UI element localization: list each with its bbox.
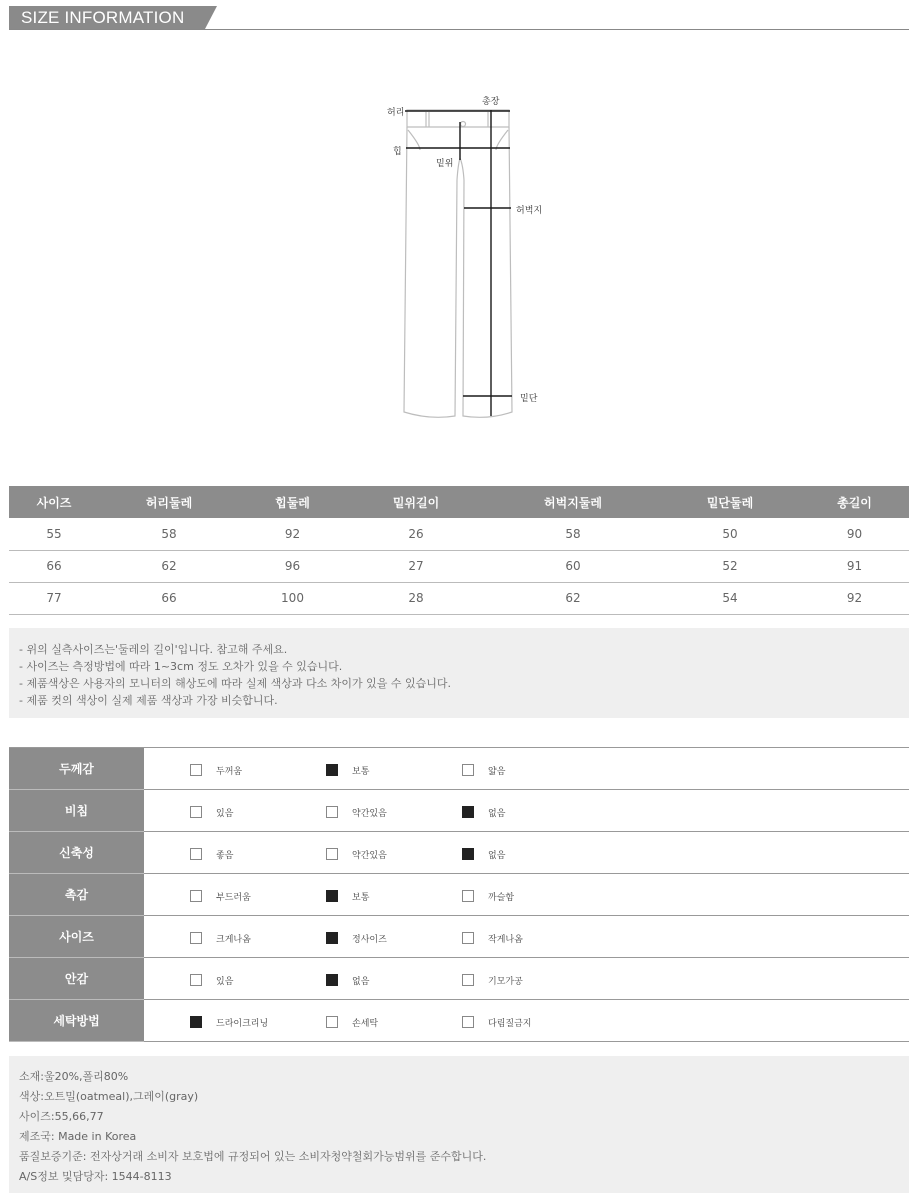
product-info (9, 1056, 909, 1193)
option-label: 두꺼움 (216, 766, 243, 777)
option-label: 작게나옴 (488, 934, 523, 945)
checked-box-icon (326, 764, 338, 776)
attribute-row (9, 790, 909, 832)
section-title: SIZE INFORMATION (21, 8, 185, 27)
option-label: 약간있음 (352, 850, 387, 861)
attribute-options (144, 874, 909, 916)
option-label: 정사이즈 (352, 934, 387, 945)
attribute-option (190, 847, 233, 861)
table-cell: 60 (486, 550, 660, 582)
option-label: 보통 (352, 892, 370, 903)
option-label: 부드러움 (216, 892, 251, 903)
attribute-label: 두께감 (9, 748, 144, 790)
attribute-label: 안감 (9, 958, 144, 1000)
note-line: - 제품색상은 사용자의 모니터의 해상도에 따라 실제 색상과 다소 차이가 있을 수 있습니다. (19, 677, 451, 690)
attribute-option (326, 763, 369, 777)
option-label: 까슬함 (488, 892, 515, 903)
option-label: 있음 (216, 976, 234, 987)
table-cell: 58 (99, 518, 239, 550)
attribute-option (190, 931, 251, 945)
attribute-label: 신축성 (9, 832, 144, 874)
info-material: 소재:울20%,폴리80% (19, 1070, 129, 1083)
col-header: 허리둘레 (99, 486, 239, 518)
attribute-label: 사이즈 (9, 916, 144, 958)
info-as-contact: A/S정보 및담당자: 1544-8113 (19, 1170, 172, 1183)
attribute-row (9, 748, 909, 790)
info-color: 색상:오트밀(oatmeal),그레이(gray) (19, 1090, 199, 1103)
info-sizes: 사이즈:55,66,77 (19, 1110, 104, 1123)
table-cell: 55 (9, 518, 99, 550)
unchecked-box-icon (190, 764, 202, 776)
attribute-option (190, 763, 242, 777)
table-row (9, 582, 909, 614)
table-cell: 77 (9, 582, 99, 614)
table-cell: 92 (239, 518, 346, 550)
attribute-option (462, 805, 505, 819)
pants-illustration (0, 0, 920, 470)
attribute-options (144, 1000, 909, 1042)
option-label: 없음 (352, 976, 370, 987)
note-line: - 제품 컷의 색상이 실제 제품 색상과 가장 비슷합니다. (19, 694, 278, 707)
table-cell: 28 (346, 582, 486, 614)
pants-diagram (0, 0, 920, 470)
fabric-attributes-table (9, 747, 909, 1042)
table-cell: 91 (800, 550, 909, 582)
table-cell: 52 (660, 550, 800, 582)
attribute-option (326, 847, 387, 861)
col-header: 허벅지둘레 (486, 486, 660, 518)
attribute-option (462, 931, 523, 945)
attribute-label: 비침 (9, 790, 144, 832)
attribute-row (9, 958, 909, 1000)
col-header: 사이즈 (9, 486, 99, 518)
label-hip: 힙 (393, 147, 402, 157)
note-line: - 위의 실측사이즈는'둘레의 길이'입니다. 참고해 주세요. (19, 643, 288, 656)
label-hem: 밑단 (520, 394, 538, 404)
option-label: 크게나옴 (216, 934, 251, 945)
checked-box-icon (462, 848, 474, 860)
table-cell: 62 (99, 550, 239, 582)
attribute-option (462, 889, 514, 903)
checked-box-icon (462, 806, 474, 818)
unchecked-box-icon (462, 932, 474, 944)
option-label: 없음 (488, 808, 506, 819)
size-table-header (9, 486, 909, 518)
label-rise: 밑위 (436, 159, 454, 169)
attribute-label: 세탁방법 (9, 1000, 144, 1042)
unchecked-box-icon (190, 890, 202, 902)
unchecked-box-icon (326, 848, 338, 860)
attribute-option (326, 1015, 378, 1029)
option-label: 없음 (488, 850, 506, 861)
checked-box-icon (190, 1016, 202, 1028)
attribute-option (326, 805, 387, 819)
attribute-option (190, 1015, 268, 1029)
unchecked-box-icon (462, 764, 474, 776)
option-label: 기모가공 (488, 976, 523, 987)
col-header: 밑위길이 (346, 486, 486, 518)
checked-box-icon (326, 974, 338, 986)
unchecked-box-icon (190, 932, 202, 944)
label-total-length: 총장 (482, 97, 500, 107)
table-cell: 54 (660, 582, 800, 614)
info-origin: 제조국: Made in Korea (19, 1130, 137, 1143)
table-cell: 26 (346, 518, 486, 550)
option-label: 좋음 (216, 850, 234, 861)
note-line: - 사이즈는 측정방법에 따라 1~3cm 정도 오차가 있을 수 있습니다. (19, 660, 343, 673)
unchecked-box-icon (190, 848, 202, 860)
option-label: 다림질금지 (488, 1018, 532, 1029)
unchecked-box-icon (190, 974, 202, 986)
table-cell: 27 (346, 550, 486, 582)
attribute-option (462, 973, 523, 987)
col-header: 밑단둘레 (660, 486, 800, 518)
info-quality-standard: 품질보증기준: 전자상거래 소비자 보호법에 규정되어 있는 소비자청약철회가능범위를 준수합니다. (19, 1150, 487, 1163)
attribute-option (462, 763, 505, 777)
option-label: 있음 (216, 808, 234, 819)
unchecked-box-icon (462, 974, 474, 986)
size-notes (9, 628, 909, 718)
table-cell: 50 (660, 518, 800, 550)
attribute-option (190, 973, 233, 987)
attribute-row (9, 874, 909, 916)
attribute-options (144, 958, 909, 1000)
attribute-row (9, 832, 909, 874)
table-cell: 58 (486, 518, 660, 550)
attribute-option (326, 973, 369, 987)
option-label: 약간있음 (352, 808, 387, 819)
option-label: 드라이크리닝 (216, 1018, 269, 1029)
checked-box-icon (326, 932, 338, 944)
unchecked-box-icon (462, 890, 474, 902)
attribute-label: 촉감 (9, 874, 144, 916)
table-cell: 66 (99, 582, 239, 614)
attribute-option (190, 889, 251, 903)
unchecked-box-icon (326, 806, 338, 818)
label-thigh: 허벅지 (516, 206, 543, 216)
table-cell: 66 (9, 550, 99, 582)
table-cell: 92 (800, 582, 909, 614)
attribute-option (462, 1015, 531, 1029)
unchecked-box-icon (190, 806, 202, 818)
label-waist: 허리 (387, 108, 405, 118)
table-cell: 96 (239, 550, 346, 582)
attribute-option (326, 889, 369, 903)
option-label: 얇음 (488, 766, 506, 777)
unchecked-box-icon (326, 1016, 338, 1028)
attribute-options (144, 832, 909, 874)
table-cell: 62 (486, 582, 660, 614)
checked-box-icon (326, 890, 338, 902)
table-row (9, 550, 909, 582)
attribute-options (144, 748, 909, 790)
col-header: 힙둘레 (239, 486, 346, 518)
table-cell: 90 (800, 518, 909, 550)
size-table (9, 486, 909, 615)
attribute-row (9, 1000, 909, 1042)
attribute-option (462, 847, 505, 861)
attribute-row (9, 916, 909, 958)
option-label: 손세탁 (352, 1018, 379, 1029)
attribute-options (144, 916, 909, 958)
option-label: 보통 (352, 766, 370, 777)
table-row (9, 518, 909, 550)
attribute-options (144, 790, 909, 832)
table-cell: 100 (239, 582, 346, 614)
col-header: 총길이 (800, 486, 909, 518)
attribute-option (326, 931, 387, 945)
attribute-option (190, 805, 233, 819)
unchecked-box-icon (462, 1016, 474, 1028)
